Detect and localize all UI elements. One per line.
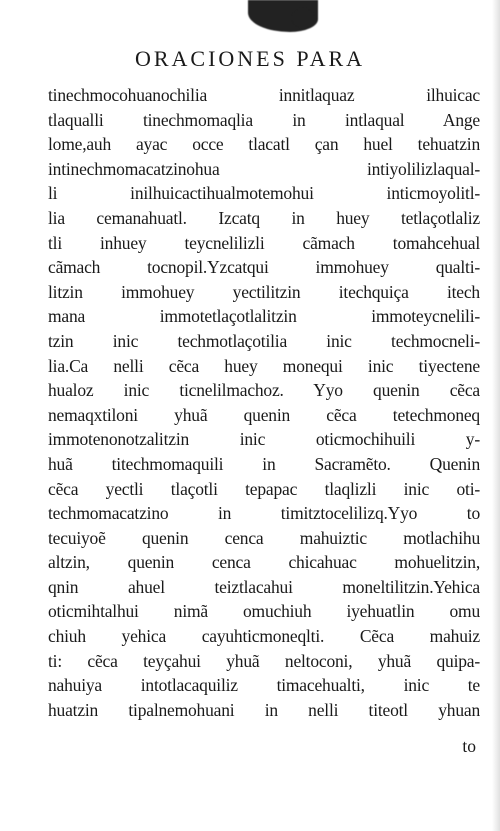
text-line: li inilhuicactihualmotemohui inticmoyolitl- [48, 183, 480, 204]
text-line: hualoz inic ticnelilmachoz. Yyo quenin cẽca [48, 380, 480, 401]
text-line: lia.Ca nelli cẽca huey monequi inic tiyectene [48, 355, 480, 376]
text-block [48, 83, 480, 722]
text-line: huã titechmomaquili in Sacramẽto. Quenin [48, 453, 480, 474]
text-line: lome,auh ayac occe tlacatl çan huel tehuatzin [48, 134, 480, 155]
text-line: ti: cẽca teyçahui yhuã neltoconi, yhuã quipa- [48, 650, 480, 671]
text-line: altzin, quenin cenca chicahuac mohuelitzin, [48, 552, 480, 573]
text-line: lia cemanahuatl. Izcatq in huey tetlaçotlaliz [48, 207, 480, 228]
text-line: tli inhuey teycnelilizli cãmach tomahcehual [48, 232, 480, 253]
text-line: techmomacatzino in timitztocelilizq.Yyo to [48, 503, 480, 524]
text-line: nahuiya intotlacaquiliz timacehualti, inic te [48, 675, 480, 696]
text-line: tinechmocohuanochilia innitlaquaz ilhuicac [48, 85, 480, 105]
text-line: tecuiyoẽ quenin cenca mahuiztic motlachihu [48, 527, 480, 548]
text-line: tlaqualli tinechmomaqlia in intlaqual Ange [48, 109, 480, 130]
page-edge-shadow [492, 0, 500, 831]
ink-blot [292, 8, 314, 28]
text-line: huatzin tipalnemohuani in nelli titeotl yhuan [48, 699, 480, 720]
text-line: qnin ahuel teiztlacahui moneltilitzin.Yehica [48, 576, 480, 597]
text-line: nemaqxtiloni yhuã quenin cẽca tetechmoneq [48, 404, 480, 425]
text-line: cãmach tocnopil.Yzcatqui immohuey qualti- [48, 257, 480, 278]
text-line: intinechmomacatzinohua intiyolilizlaqual- [48, 158, 480, 179]
text-line: litzin immohuey yectilitzin itechquiça itech [48, 281, 480, 302]
text-line: chiuh yehica cayuhticmoneqlti. Cẽca mahuiz [48, 626, 480, 647]
running-head: ORACIONES PARA [134, 46, 366, 71]
text-line: mana immotetlaçotlalitzin immoteycnelili- [48, 306, 480, 327]
text-line: tzin inic techmotlaçotilia inic techmocneli- [48, 330, 480, 351]
text-line: immotenonotzalitzin inic oticmochihuili y- [48, 429, 480, 450]
catchword: to [462, 736, 476, 756]
text-line: oticmihtalhui nimã omuchiuh iyehuatlin omu [48, 601, 480, 622]
text-line: cẽca yectli tlaçotli tepapac tlaqlizli inic oti- [48, 478, 480, 499]
